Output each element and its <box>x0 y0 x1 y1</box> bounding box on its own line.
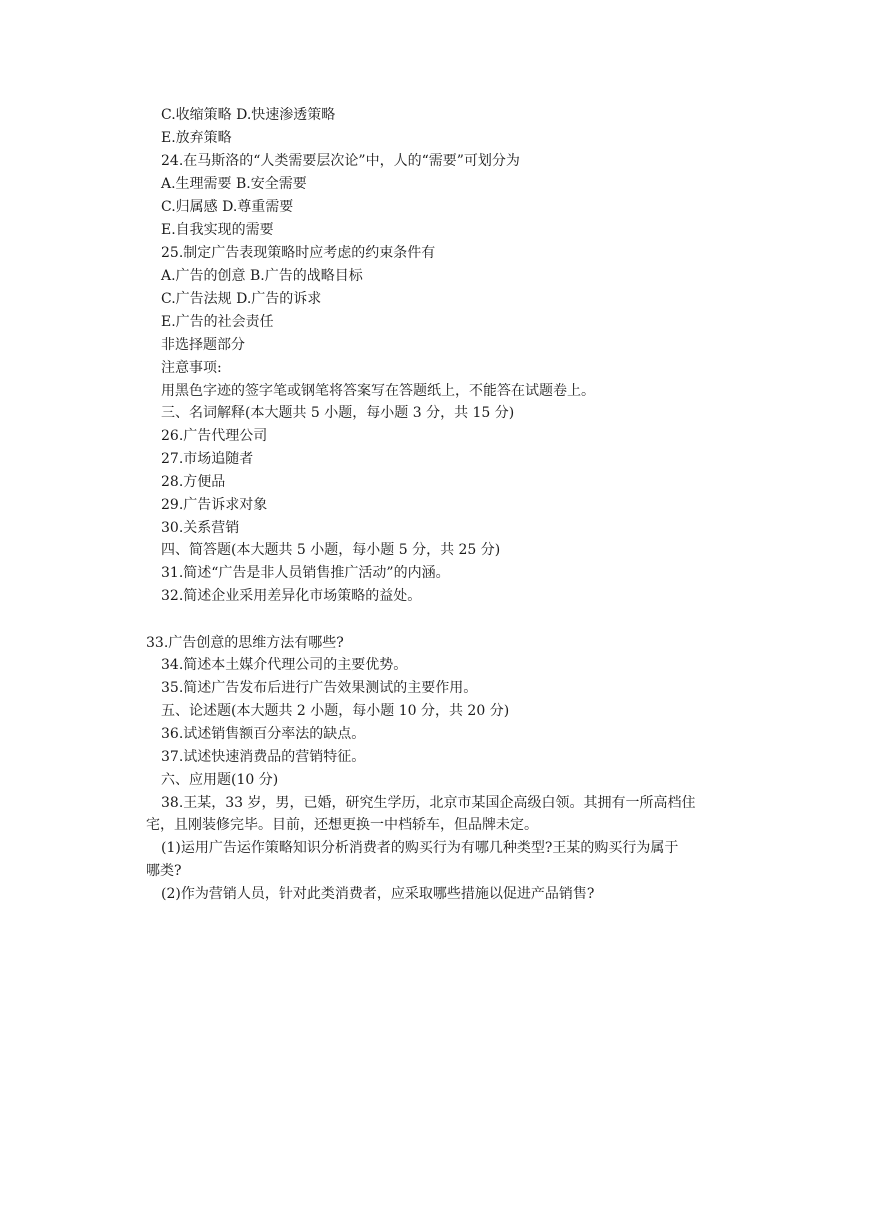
question-38-line-2: 宅，且刚装修完毕。目前，还想更换一中档轿车，但品牌未定。 <box>146 817 538 833</box>
question-24-option-e: E.自我实现的需要 <box>161 222 274 238</box>
question-25-option-c-d: C.广告法规 D.广告的诉求 <box>161 291 322 307</box>
option-line-e: E.放弃策略 <box>161 130 232 146</box>
question-25: 25.制定广告表现策略时应考虑的约束条件有 <box>161 245 436 261</box>
question-38-sub-1-line-1: (1)运用广告运作策略知识分析消费者的购买行为有哪几种类型?王某的购买行为属于 <box>161 840 679 856</box>
question-29: 29.广告诉求对象 <box>161 497 268 513</box>
section-non-choice: 非选择题部分 <box>161 337 245 353</box>
question-35: 35.简述广告发布后进行广告效果测试的主要作用。 <box>161 680 478 696</box>
question-34: 34.简述本土媒介代理公司的主要优势。 <box>161 657 408 673</box>
question-25-option-e: E.广告的社会责任 <box>161 314 274 330</box>
question-36: 36.试述销售额百分率法的缺点。 <box>161 726 366 742</box>
question-24-option-a-b: A.生理需要 B.安全需要 <box>161 176 307 192</box>
notice-text: 用黑色字迹的签字笔或钢笔将答案写在答题纸上，不能答在试题卷上。 <box>161 383 595 399</box>
option-line-c-d: C.收缩策略 D.快速渗透策略 <box>161 107 336 123</box>
notice-heading: 注意事项: <box>161 360 222 376</box>
question-32: 32.简述企业采用差异化市场策略的益处。 <box>161 588 422 604</box>
question-31: 31.简述“广告是非人员销售推广活动”的内涵。 <box>161 565 450 581</box>
question-38-line-1: 38.王某，33 岁，男，已婚，研究生学历，北京市某国企高级白领。其拥有一所高档住 <box>161 795 696 811</box>
section-4-heading: 四、简答题(本大题共 5 小题，每小题 5 分，共 25 分) <box>161 542 501 558</box>
question-28: 28.方便品 <box>161 474 226 490</box>
question-38-sub-1-line-2: 哪类? <box>146 863 182 879</box>
question-25-option-a-b: A.广告的创意 B.广告的战略目标 <box>161 268 363 284</box>
section-3-heading: 三、名词解释(本大题共 5 小题，每小题 3 分，共 15 分) <box>161 405 515 421</box>
section-5-heading: 五、论述题(本大题共 2 小题，每小题 10 分，共 20 分) <box>161 703 510 719</box>
question-38-sub-2: (2)作为营销人员，针对此类消费者，应采取哪些措施以促进产品销售? <box>161 886 595 902</box>
question-24-option-c-d: C.归属感 D.尊重需要 <box>161 199 294 215</box>
question-27: 27.市场追随者 <box>161 451 254 467</box>
question-33: 33.广告创意的思维方法有哪些? <box>146 635 344 651</box>
question-37: 37.试述快速消费品的营销特征。 <box>161 749 366 765</box>
question-26: 26.广告代理公司 <box>161 428 268 444</box>
question-30: 30.关系营销 <box>161 520 240 536</box>
question-24: 24.在马斯洛的“人类需要层次论”中，人的“需要”可划分为 <box>161 153 520 169</box>
section-6-heading: 六、应用题(10 分) <box>161 772 279 788</box>
